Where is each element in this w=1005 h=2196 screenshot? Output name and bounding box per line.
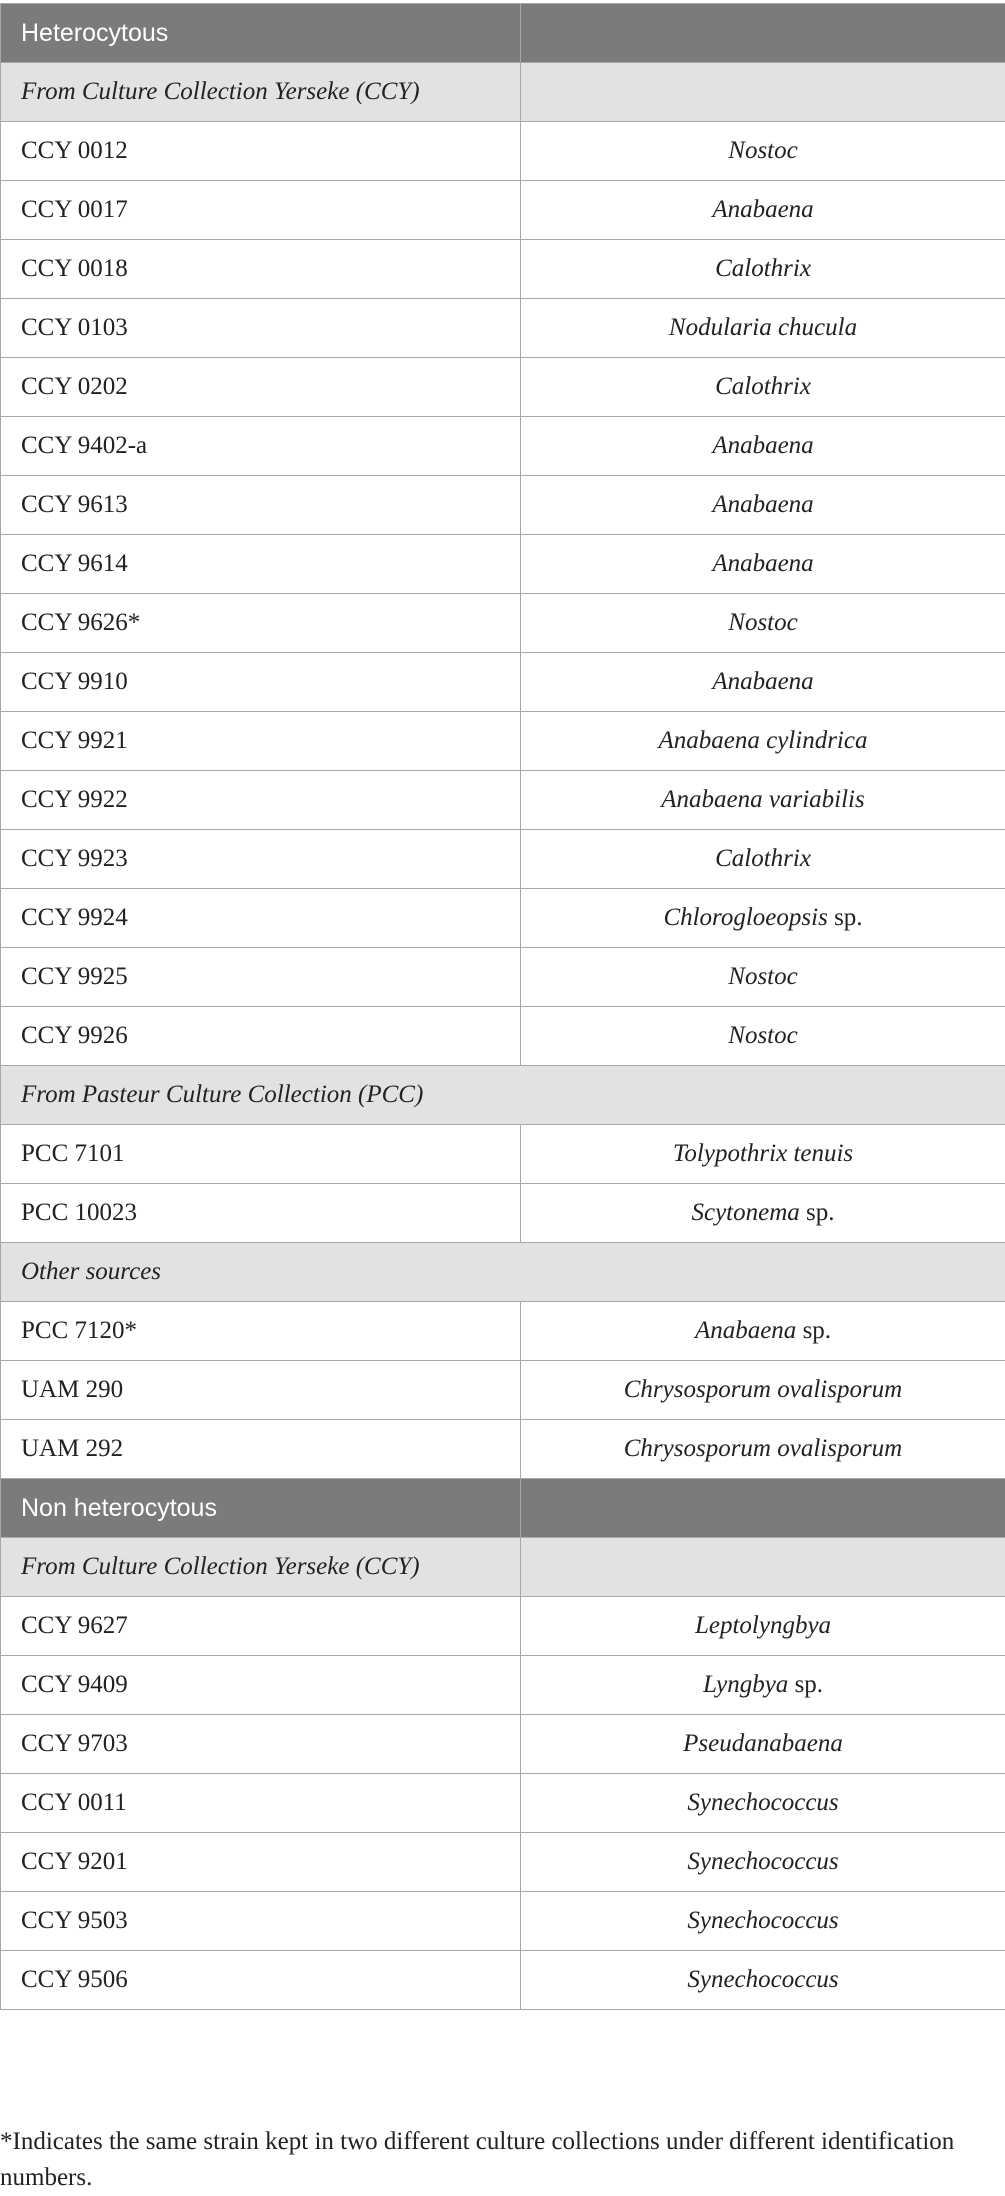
group-label: From Culture Collection Yerseke (CCY) xyxy=(1,1538,521,1597)
table-row xyxy=(1,476,1005,535)
group-header-row xyxy=(1,1066,1005,1125)
species-name: Pseudanabaena xyxy=(683,1730,843,1757)
strain-table-body xyxy=(1,4,1005,2010)
species-suffix: sp. xyxy=(827,904,863,931)
species-name: Nostoc xyxy=(728,609,798,636)
species-name: Tolypothrix tenuis xyxy=(672,1140,854,1167)
strain-id-cell: CCY 0017 xyxy=(1,181,521,240)
species-cell xyxy=(521,240,1005,299)
species-suffix: sp. xyxy=(799,1199,835,1226)
species-cell xyxy=(521,1715,1005,1774)
strain-id-cell: CCY 9921 xyxy=(1,712,521,771)
table-row xyxy=(1,1892,1005,1951)
table-row xyxy=(1,1833,1005,1892)
species-cell xyxy=(521,1597,1005,1656)
table-row xyxy=(1,1774,1005,1833)
species-suffix: sp. xyxy=(788,1671,824,1698)
species-cell xyxy=(521,1302,1005,1361)
species-name: Leptolyngbya xyxy=(694,1612,832,1639)
species-cell xyxy=(521,948,1005,1007)
species-suffix: sp. xyxy=(796,1317,832,1344)
strain-id-cell: CCY 9924 xyxy=(1,889,521,948)
strain-id-cell: CCY 9703 xyxy=(1,1715,521,1774)
strain-id-cell: CCY 9201 xyxy=(1,1833,521,1892)
table-row xyxy=(1,535,1005,594)
strain-id-cell: CCY 0103 xyxy=(1,299,521,358)
strain-id-cell: UAM 290 xyxy=(1,1361,521,1420)
group-label: Other sources xyxy=(1,1243,1005,1302)
group-label-empty-cell xyxy=(521,63,1005,122)
table-row xyxy=(1,712,1005,771)
species-name: Anabaena variabilis xyxy=(661,786,865,813)
species-cell xyxy=(521,1361,1005,1420)
species-name: Calothrix xyxy=(715,845,811,872)
section-header-row xyxy=(1,1479,1005,1538)
group-label: From Culture Collection Yerseke (CCY) xyxy=(1,63,521,122)
strain-id-cell: CCY 9506 xyxy=(1,1951,521,2010)
species-cell xyxy=(521,1892,1005,1951)
group-header-row xyxy=(1,1538,1005,1597)
species-name: Nodularia chucula xyxy=(668,314,858,341)
strain-id-cell: CCY 0202 xyxy=(1,358,521,417)
species-cell xyxy=(521,889,1005,948)
strain-id-cell: CCY 0011 xyxy=(1,1774,521,1833)
table-row xyxy=(1,1951,1005,2010)
table-row xyxy=(1,1302,1005,1361)
table-row xyxy=(1,594,1005,653)
section-title: Heterocytous xyxy=(1,4,521,63)
species-cell xyxy=(521,535,1005,594)
table-row xyxy=(1,240,1005,299)
species-name: Anabaena xyxy=(712,550,814,577)
table-row xyxy=(1,181,1005,240)
strain-id-cell: CCY 9626* xyxy=(1,594,521,653)
species-name: Calothrix xyxy=(715,255,811,282)
species-cell xyxy=(521,653,1005,712)
strain-id-cell: PCC 10023 xyxy=(1,1184,521,1243)
strain-id-cell: CCY 9409 xyxy=(1,1656,521,1715)
strain-id-cell: UAM 292 xyxy=(1,1420,521,1479)
species-cell xyxy=(521,122,1005,181)
group-label: From Pasteur Culture Collection (PCC) xyxy=(1,1066,1005,1125)
strain-id-cell: CCY 0018 xyxy=(1,240,521,299)
table-row xyxy=(1,1656,1005,1715)
table-row xyxy=(1,299,1005,358)
strain-id-cell: CCY 9402-a xyxy=(1,417,521,476)
strain-id-cell: PCC 7120* xyxy=(1,1302,521,1361)
section-title-empty-cell xyxy=(521,4,1005,63)
species-name: Synechococcus xyxy=(687,1907,839,1934)
species-cell xyxy=(521,476,1005,535)
strain-id-cell: CCY 9926 xyxy=(1,1007,521,1066)
species-name: Synechococcus xyxy=(687,1789,839,1816)
species-cell xyxy=(521,1125,1005,1184)
species-cell xyxy=(521,1951,1005,2010)
species-cell xyxy=(521,358,1005,417)
table-row xyxy=(1,948,1005,1007)
strain-id-cell: CCY 9614 xyxy=(1,535,521,594)
species-cell xyxy=(521,1656,1005,1715)
species-name: Nostoc xyxy=(728,137,798,164)
species-cell xyxy=(521,1420,1005,1479)
table-row xyxy=(1,1007,1005,1066)
species-name: Anabaena xyxy=(712,432,814,459)
table-row xyxy=(1,771,1005,830)
strain-id-cell: CCY 9925 xyxy=(1,948,521,1007)
species-cell xyxy=(521,181,1005,240)
species-cell xyxy=(521,594,1005,653)
species-name: Synechococcus xyxy=(687,1966,839,1993)
section-title-empty-cell xyxy=(521,1479,1005,1538)
species-name: Anabaena xyxy=(712,668,814,695)
species-name: Chrysosporum ovalisporum xyxy=(623,1435,903,1462)
table-row xyxy=(1,653,1005,712)
table-row xyxy=(1,1597,1005,1656)
species-name: Anabaena xyxy=(694,1317,797,1344)
strain-id-cell: PCC 7101 xyxy=(1,1125,521,1184)
species-cell xyxy=(521,712,1005,771)
species-name: Anabaena cylindrica xyxy=(658,727,868,754)
species-name: Chrysosporum ovalisporum xyxy=(623,1376,903,1403)
strain-table xyxy=(0,3,1005,2010)
species-cell xyxy=(521,830,1005,889)
species-name: Calothrix xyxy=(715,373,811,400)
section-header-row xyxy=(1,4,1005,63)
strain-id-cell: CCY 9613 xyxy=(1,476,521,535)
group-header-row xyxy=(1,63,1005,122)
species-cell xyxy=(521,417,1005,476)
table-row xyxy=(1,1361,1005,1420)
table-row xyxy=(1,122,1005,181)
species-name: Nostoc xyxy=(728,1022,798,1049)
table-row xyxy=(1,1125,1005,1184)
species-cell xyxy=(521,771,1005,830)
table-row xyxy=(1,417,1005,476)
species-cell xyxy=(521,1007,1005,1066)
species-cell xyxy=(521,1833,1005,1892)
strain-id-cell: CCY 9910 xyxy=(1,653,521,712)
group-header-row xyxy=(1,1243,1005,1302)
table-row xyxy=(1,1184,1005,1243)
table-row xyxy=(1,1715,1005,1774)
section-title: Non heterocytous xyxy=(1,1479,521,1538)
table-row xyxy=(1,1420,1005,1479)
table-row xyxy=(1,358,1005,417)
species-name: Anabaena xyxy=(712,196,814,223)
species-name: Nostoc xyxy=(728,963,798,990)
species-name: Chlorogloeopsis xyxy=(663,904,828,931)
species-name: Anabaena xyxy=(712,491,814,518)
species-cell xyxy=(521,299,1005,358)
table-row xyxy=(1,830,1005,889)
table-footnote: *Indicates the same strain kept in two different culture collections under different identification numbers. xyxy=(0,2128,955,2191)
strain-id-cell: CCY 0012 xyxy=(1,122,521,181)
table-row xyxy=(1,889,1005,948)
group-label-empty-cell xyxy=(521,1538,1005,1597)
species-cell xyxy=(521,1184,1005,1243)
species-name: Synechococcus xyxy=(687,1848,839,1875)
strain-id-cell: CCY 9922 xyxy=(1,771,521,830)
strain-id-cell: CCY 9923 xyxy=(1,830,521,889)
strain-id-cell: CCY 9503 xyxy=(1,1892,521,1951)
species-name: Scytonema xyxy=(691,1199,800,1226)
species-cell xyxy=(521,1774,1005,1833)
species-name: Lyngbya xyxy=(702,1671,789,1698)
strain-id-cell: CCY 9627 xyxy=(1,1597,521,1656)
